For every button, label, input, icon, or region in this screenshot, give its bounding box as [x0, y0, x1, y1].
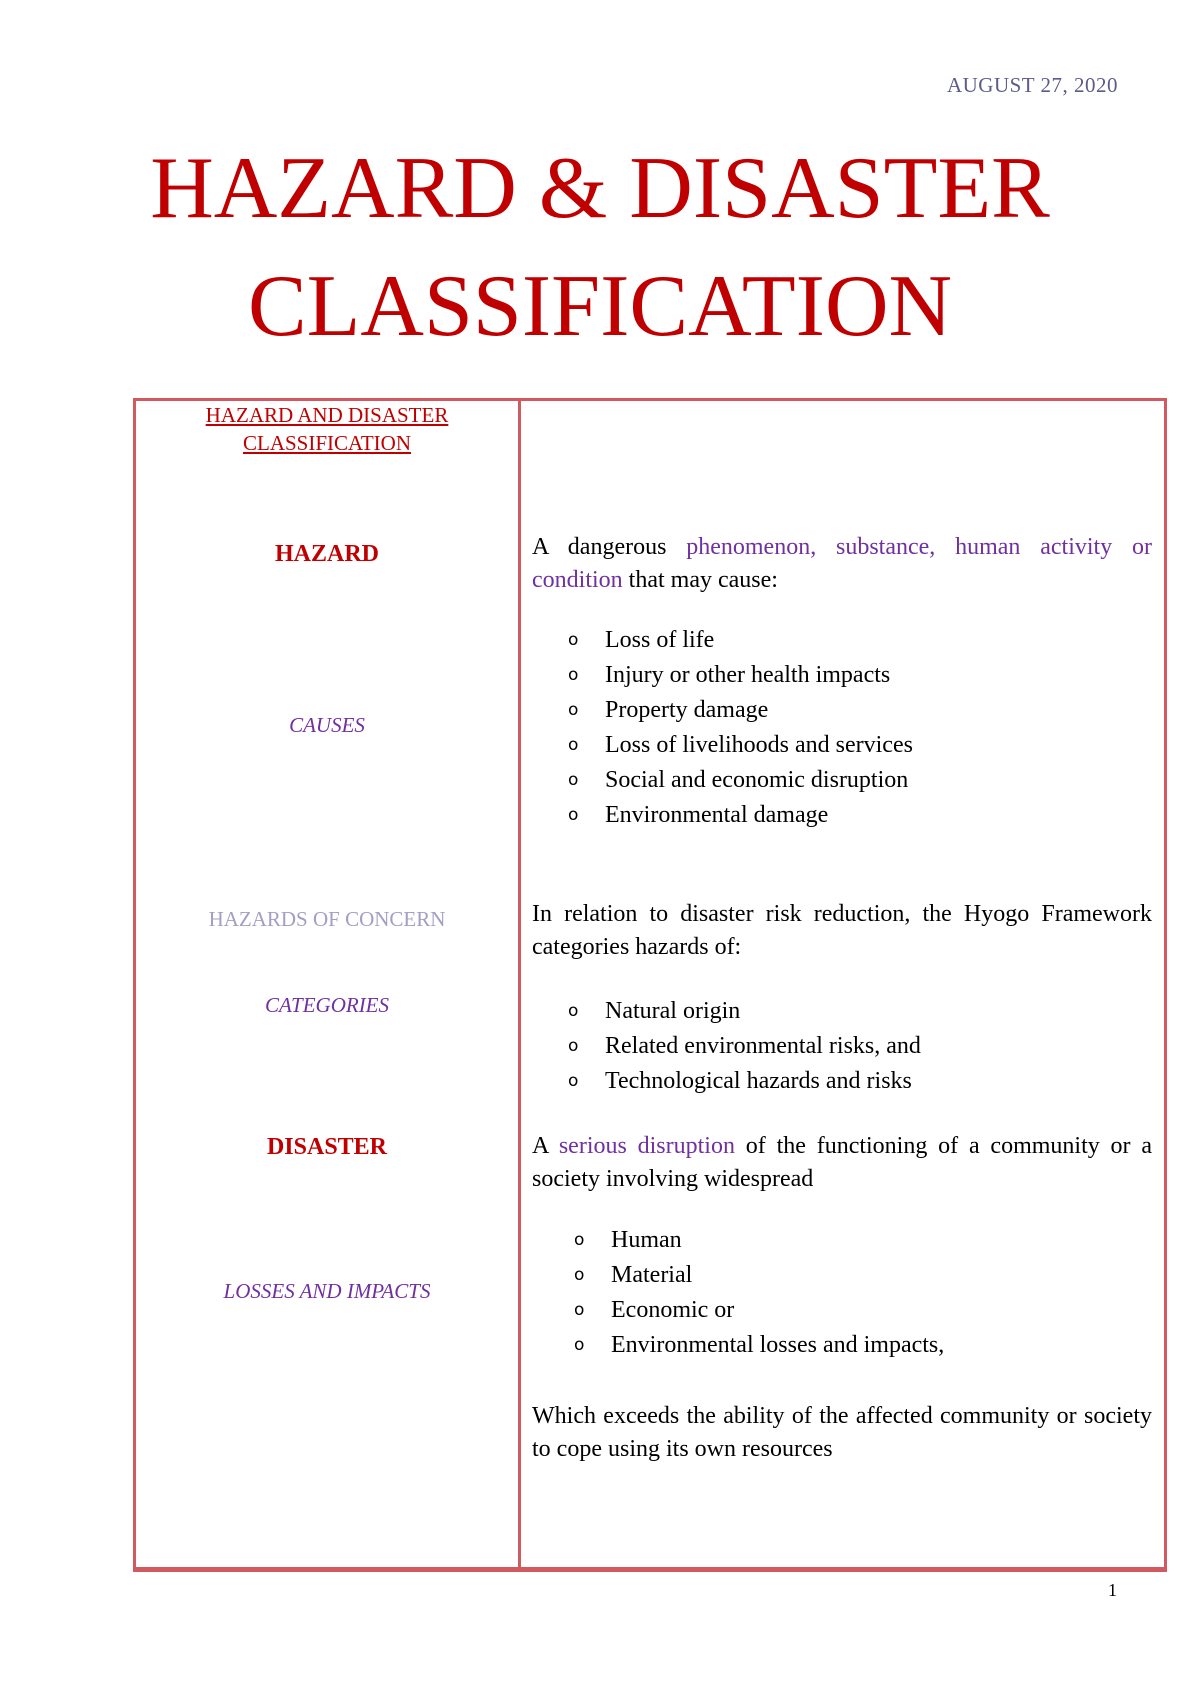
label-disaster: DISASTER	[266, 1134, 388, 1160]
list-item: o Loss of livelihoods and services	[568, 728, 913, 763]
page-number: 1	[1108, 1580, 1117, 1600]
hazard-definition-text-end: that may cause:	[622, 567, 778, 593]
label-losses-and-impacts: LOSSES AND IMPACTS	[223, 1279, 431, 1303]
disaster-definition	[532, 1130, 1152, 1196]
disaster-definition-text: A	[532, 1133, 559, 1159]
list-item: o Related environmental risks, and	[568, 1029, 921, 1064]
concern-text: In relation to disaster risk reduction, the Hyogo Framework categories hazards of:	[532, 901, 1152, 960]
list-item: o Economic or	[574, 1293, 944, 1328]
classification-table	[133, 398, 1167, 1572]
list-item: o Property damage	[568, 693, 913, 728]
bullet-icon: o	[574, 1230, 585, 1250]
title-line-1: HAZARD & DISASTER	[150, 140, 1050, 237]
bullet-icon: o	[568, 700, 579, 720]
bullet-icon: o	[568, 630, 579, 650]
bullet-icon: o	[568, 735, 579, 755]
bullet-icon: o	[568, 1036, 579, 1056]
list-item: o Loss of life	[568, 623, 913, 658]
hazard-definition	[532, 531, 1152, 597]
losses-list	[574, 1223, 944, 1363]
bullet-icon: o	[568, 805, 579, 825]
table-heading-line-1: HAZARD AND DISASTER	[205, 403, 449, 427]
list-item: o Human	[574, 1223, 944, 1258]
bullet-icon: o	[568, 1001, 579, 1021]
list-item: o Environmental losses and impacts,	[574, 1328, 944, 1363]
categories-list	[568, 994, 921, 1099]
table-heading-line-2: CLASSIFICATION	[242, 431, 412, 455]
label-causes: CAUSES	[289, 713, 365, 737]
hazard-definition-highlight: phenomenon, substance, human activity or condition	[532, 534, 1152, 593]
bullet-icon: o	[574, 1335, 585, 1355]
list-item: o Technological hazards and risks	[568, 1064, 921, 1099]
title-line-2: CLASSIFICATION	[247, 258, 953, 355]
label-categories: CATEGORIES	[264, 993, 390, 1017]
bullet-icon: o	[568, 665, 579, 685]
bullet-icon: o	[574, 1265, 585, 1285]
page-title	[0, 130, 1200, 366]
hazard-definition-text: A dangerous	[532, 534, 687, 560]
table-heading	[136, 401, 518, 457]
list-item: o Social and economic disruption	[568, 763, 913, 798]
list-item: o Natural origin	[568, 994, 921, 1029]
label-hazard: HAZARD	[274, 541, 379, 567]
list-item: o Environmental damage	[568, 798, 913, 833]
disaster-definition-highlight: serious disruption	[558, 1133, 735, 1159]
list-item: o Material	[574, 1258, 944, 1293]
document-date: AUGUST 27, 2020	[946, 73, 1118, 97]
disaster-definition-text-end: of the functioning of a community or a society involving widespread	[532, 1133, 1153, 1192]
label-hazards-of-concern: HAZARDS OF CONCERN	[208, 907, 446, 931]
bullet-icon: o	[568, 1071, 579, 1091]
list-item: o Injury or other health impacts	[568, 658, 913, 693]
bullet-icon: o	[568, 770, 579, 790]
causes-list	[568, 623, 913, 833]
closing-text: Which exceeds the ability of the affected community or society to cope using its own resources	[532, 1403, 1152, 1462]
column-divider	[518, 401, 521, 1567]
bullet-icon: o	[574, 1300, 585, 1320]
